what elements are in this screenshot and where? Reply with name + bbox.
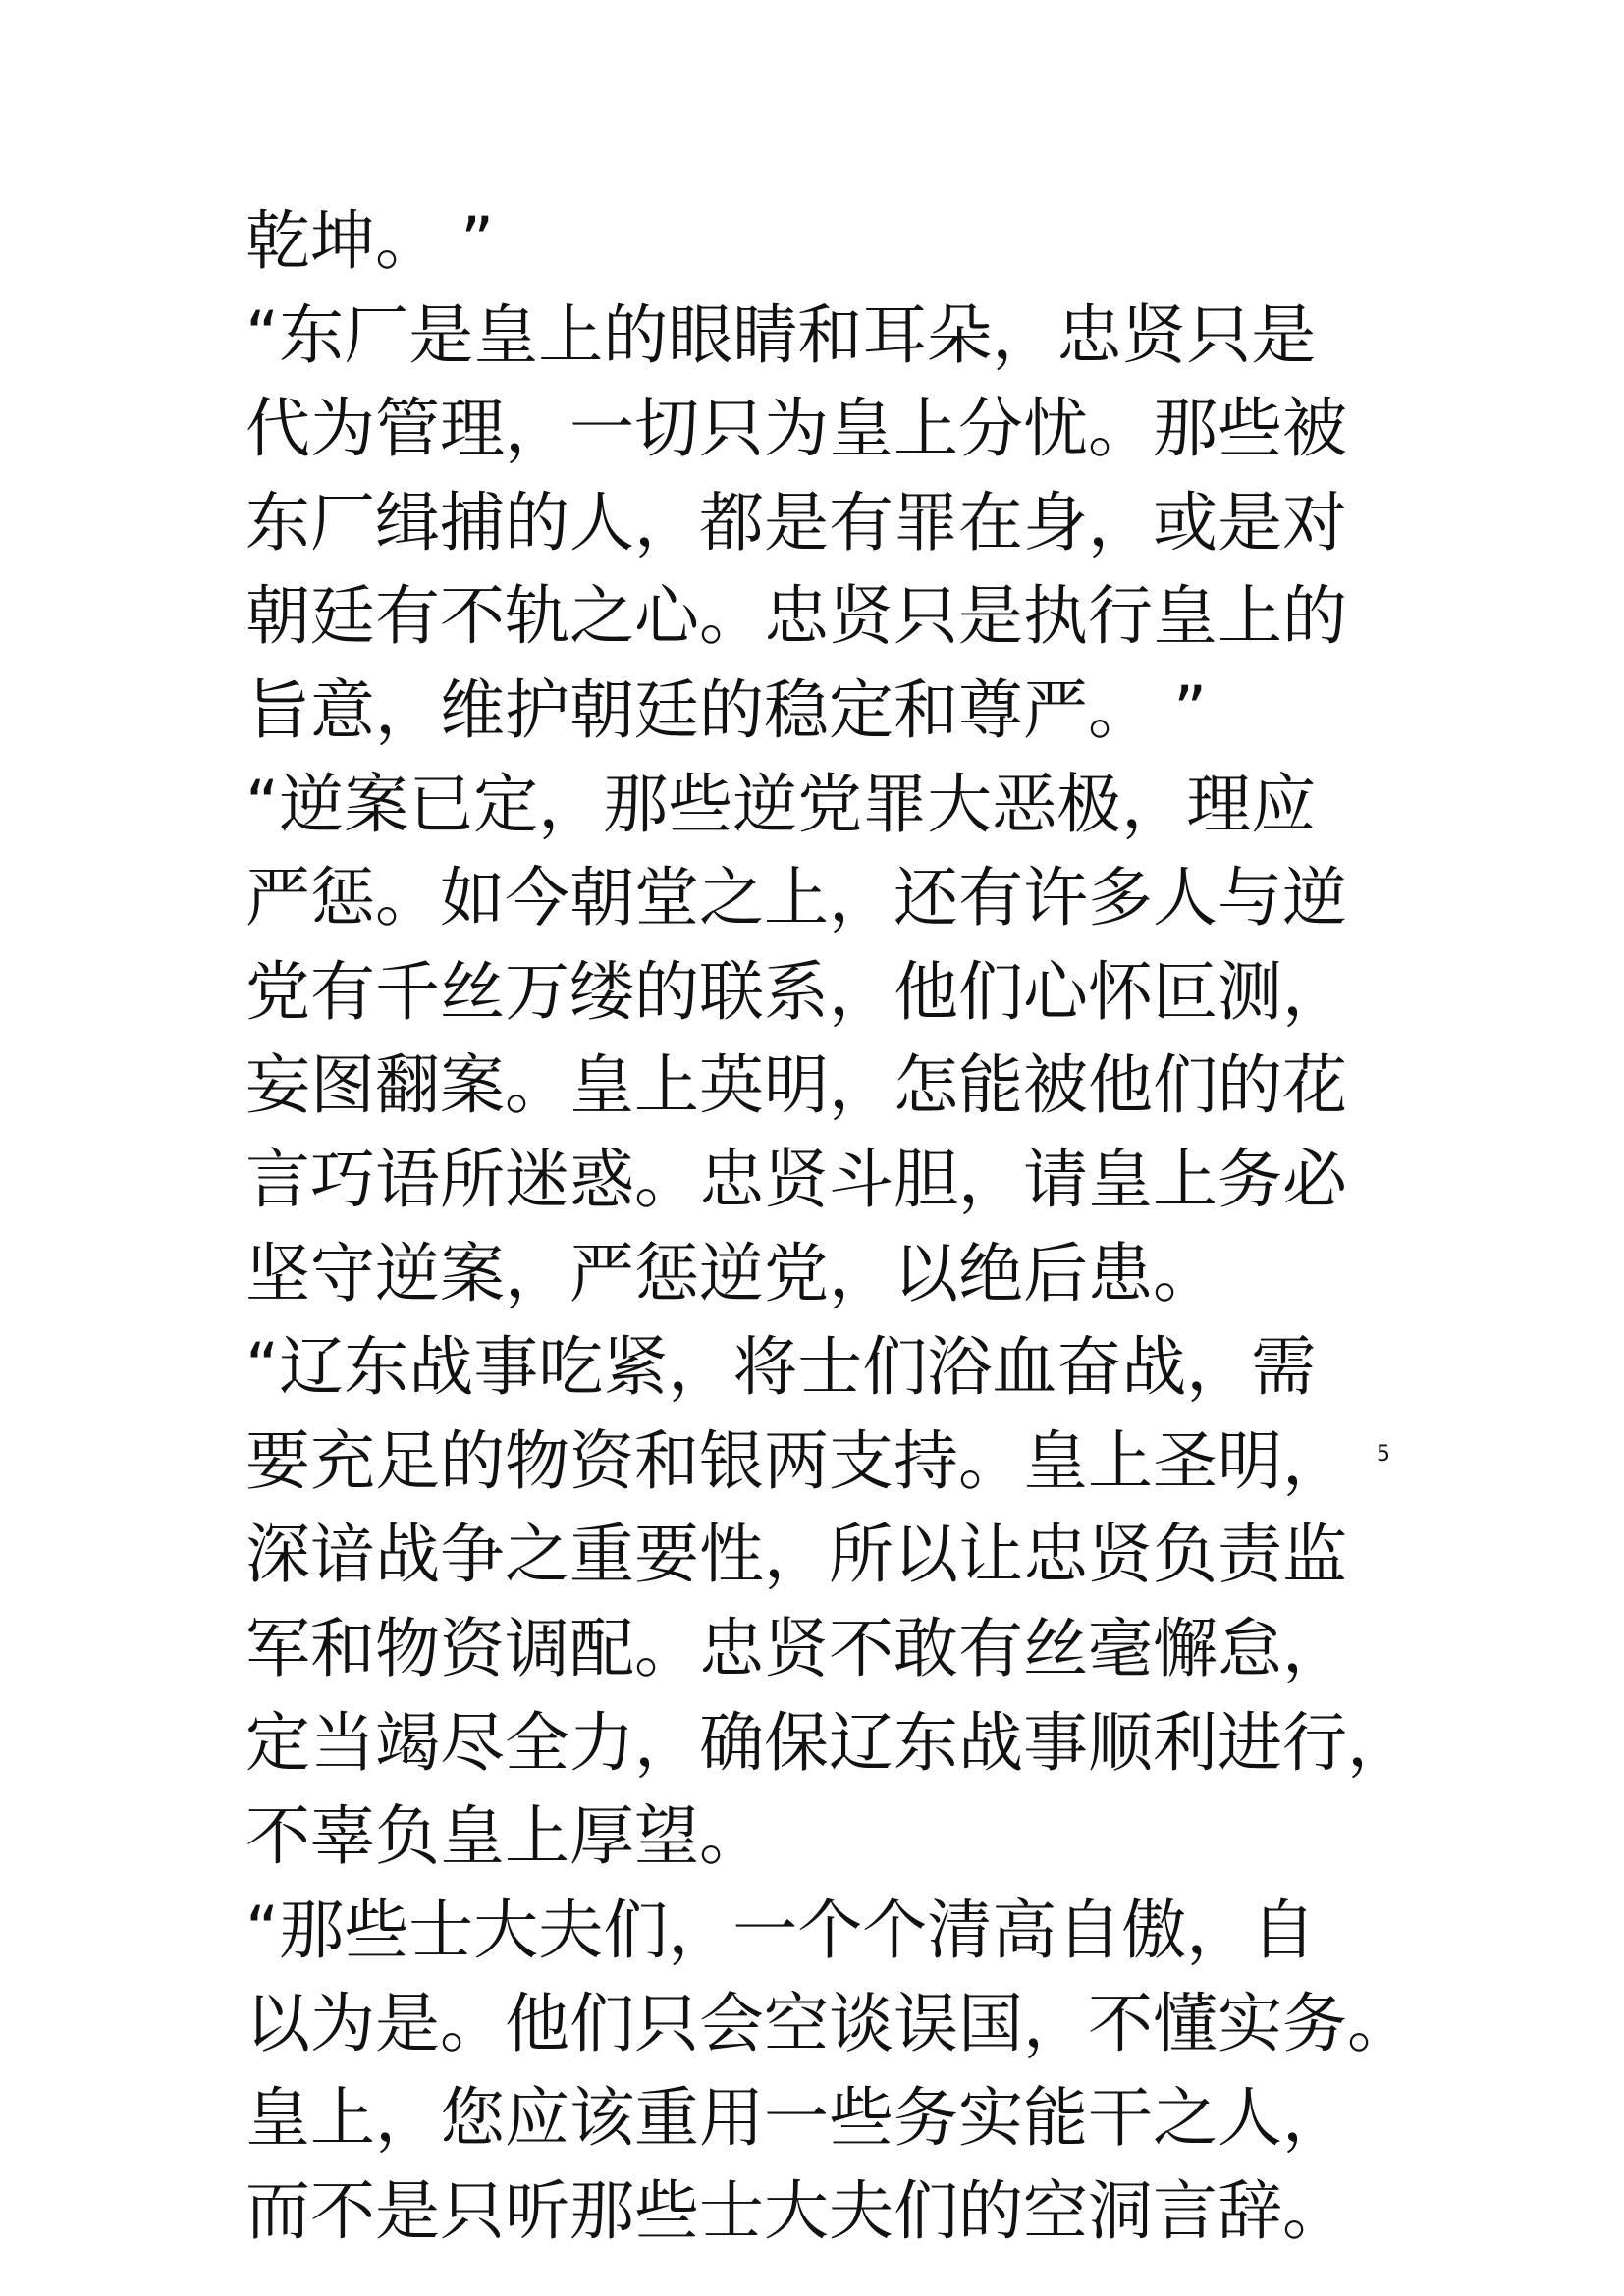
text-line: 严惩。如今朝堂之上，还有许多人与逆 <box>245 860 1347 936</box>
body-text <box>245 194 1412 2259</box>
text-line: 军和物资调配。忠贤不敢有丝毫懈怠， <box>245 1610 1347 1686</box>
text-line: “那些士大夫们，一个个清高自傲，自 <box>245 1892 1317 1968</box>
text-line: 旨意，维护朝廷的稳定和尊严。 ” <box>245 671 1208 748</box>
text-line: “逆案已定，那些逆党罪大恶极，理应 <box>245 766 1317 842</box>
text-line: 东厂缉捕的人，都是有罪在身，或是对 <box>245 484 1347 561</box>
text-line: 定当竭尽全力，确保辽东战事顺利进行， <box>245 1704 1412 1781</box>
text-line: 妄图翻案。皇上英明，怎能被他们的花 <box>245 1047 1347 1124</box>
text-line: 深谙战争之重要性，所以让忠贤负责监 <box>245 1517 1347 1593</box>
text-line: “东厂是皇上的眼睛和耳朵，忠贤只是 <box>245 296 1317 373</box>
page-number: 5 <box>1377 1442 1390 1467</box>
text-line: “辽东战事吃紧，将士们浴血奋战，需 <box>245 1329 1317 1406</box>
text-line: 皇上，您应该重用一些务实能干之人， <box>245 2079 1347 2156</box>
text-line: 坚守逆案，严惩逆党，以绝后患。 <box>245 1235 1218 1311</box>
text-line: 乾坤。 ” <box>245 203 495 279</box>
text-line: 要充足的物资和银两支持。皇上圣明， <box>245 1422 1347 1499</box>
text-line: 言巧语所迷惑。忠贤斗胆，请皇上务必 <box>245 1141 1347 1217</box>
text-line: 党有千丝万缕的联系，他们心怀叵测， <box>245 953 1347 1030</box>
text-line: 朝廷有不轨之心。忠贤只是执行皇上的 <box>245 578 1347 655</box>
text-line: 代为管理，一切只为皇上分忧。那些被 <box>245 391 1347 467</box>
text-line: 以为是。他们只会空谈误国，不懂实务。 <box>245 1986 1412 2062</box>
text-line: 而不是只听那些士大夫们的空洞言辞。 <box>245 2173 1347 2250</box>
text-line: 不辜负皇上厚望。 <box>245 1798 764 1875</box>
